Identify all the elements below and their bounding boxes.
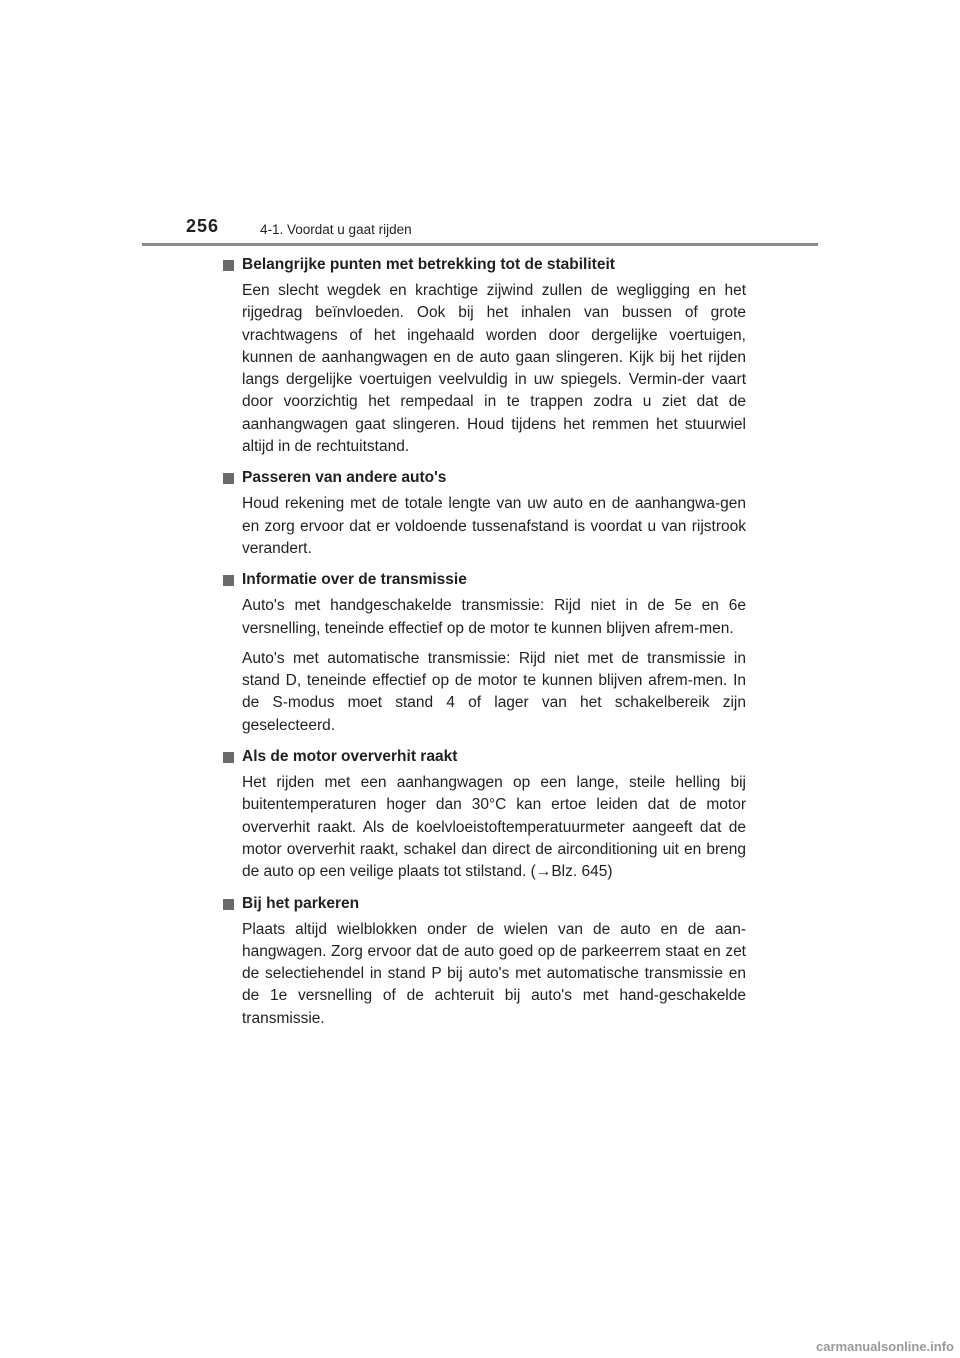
square-bullet-icon — [223, 752, 234, 763]
section-parking — [222, 893, 746, 1030]
page-header — [0, 0, 960, 250]
section-title: 4-1. Voordat u gaat rijden — [260, 222, 412, 237]
section-heading-text: Belangrijke punten met betrekking tot de stabiliteit — [242, 256, 615, 273]
section-heading-text: Informatie over de transmissie — [242, 571, 467, 589]
section-paragraph: Auto's met handgeschakelde transmissie: Rijd niet in de 5e en 6e versnelling, teneinde effectief op de motor te kunnen blijven afrem-men. — [242, 597, 746, 637]
section-heading-text: Als de motor oververhit raakt — [242, 748, 458, 766]
section-transmission — [222, 569, 746, 737]
section-paragraph: Plaats altijd wielblokken onder de wielen van de auto en de aan-hangwagen. Zorg ervoor dat de auto goed op de parkeerrem staat en zet de selectiehendel in stand P bij auto's met automatische transmissie en de 1e versnelling of de achteruit bij auto's met hand-geschakelde transmissie. — [242, 920, 746, 1027]
square-bullet-icon — [223, 899, 234, 910]
page-number: 256 — [186, 216, 220, 236]
watermark: carmanualsonline.info — [816, 1339, 954, 1354]
header-divider — [142, 243, 818, 246]
section-stability — [222, 254, 746, 458]
section-overheating — [222, 746, 746, 883]
section-heading — [222, 254, 746, 276]
section-heading-text: Bij het parkeren — [242, 894, 360, 912]
square-bullet-icon — [223, 575, 234, 586]
section-heading — [222, 746, 746, 768]
section-heading — [222, 569, 746, 591]
section-paragraph: Het rijden met een aanhangwagen op een lange, steile helling bij buitentemperaturen hoger dan 30°C kan ertoe leiden dat de motor oververhit raakt. Als de koelvloeistoftemperatuurmeter aangeeft dat de motor oververhit raakt, schakel dan direct de airconditioning uit en breng de auto op een veilige plaats tot stilstand. (→Blz. 645) — [242, 774, 746, 881]
square-bullet-icon — [223, 473, 234, 484]
section-paragraph: Een slecht wegdek en krachtige zijwind zullen de wegligging en het rijgedrag beïnvloeden. Ook bij het inhalen van bussen of grote vrachtwagens of het ingehaald worden door dergelijke voertuigen, kunnen de aanhangwagen en de auto gaan slingeren. Kijk bij het rijden langs dergelijke voertuigen veelvuldig in uw spiegels. Vermin-der vaart door voorzichtig het rempedaal in te trappen zodra u ziet dat de aanhangwagen gaat slingeren. Houd tijdens het remmen het stuurwiel altijd in de rechtuitstand. — [242, 282, 746, 456]
page-content — [222, 254, 746, 1039]
square-bullet-icon — [223, 260, 234, 271]
section-heading — [222, 467, 746, 489]
section-heading — [222, 893, 746, 915]
section-heading-text: Passeren van andere auto's — [242, 469, 447, 487]
section-paragraph: Auto's met automatische transmissie: Rijd niet met de transmissie in stand D, teneinde effectief op de motor te kunnen blijven afrem-men. In de S-modus moet stand 4 of lager van het schakelbereik zijn geselecteerd. — [242, 649, 746, 734]
section-paragraph: Houd rekening met de totale lengte van uw auto en de aanhangwa-gen en zorg ervoor dat er voldoende tussenafstand is voordat u van rijstrook verandert. — [242, 495, 746, 557]
section-passing — [222, 467, 746, 560]
